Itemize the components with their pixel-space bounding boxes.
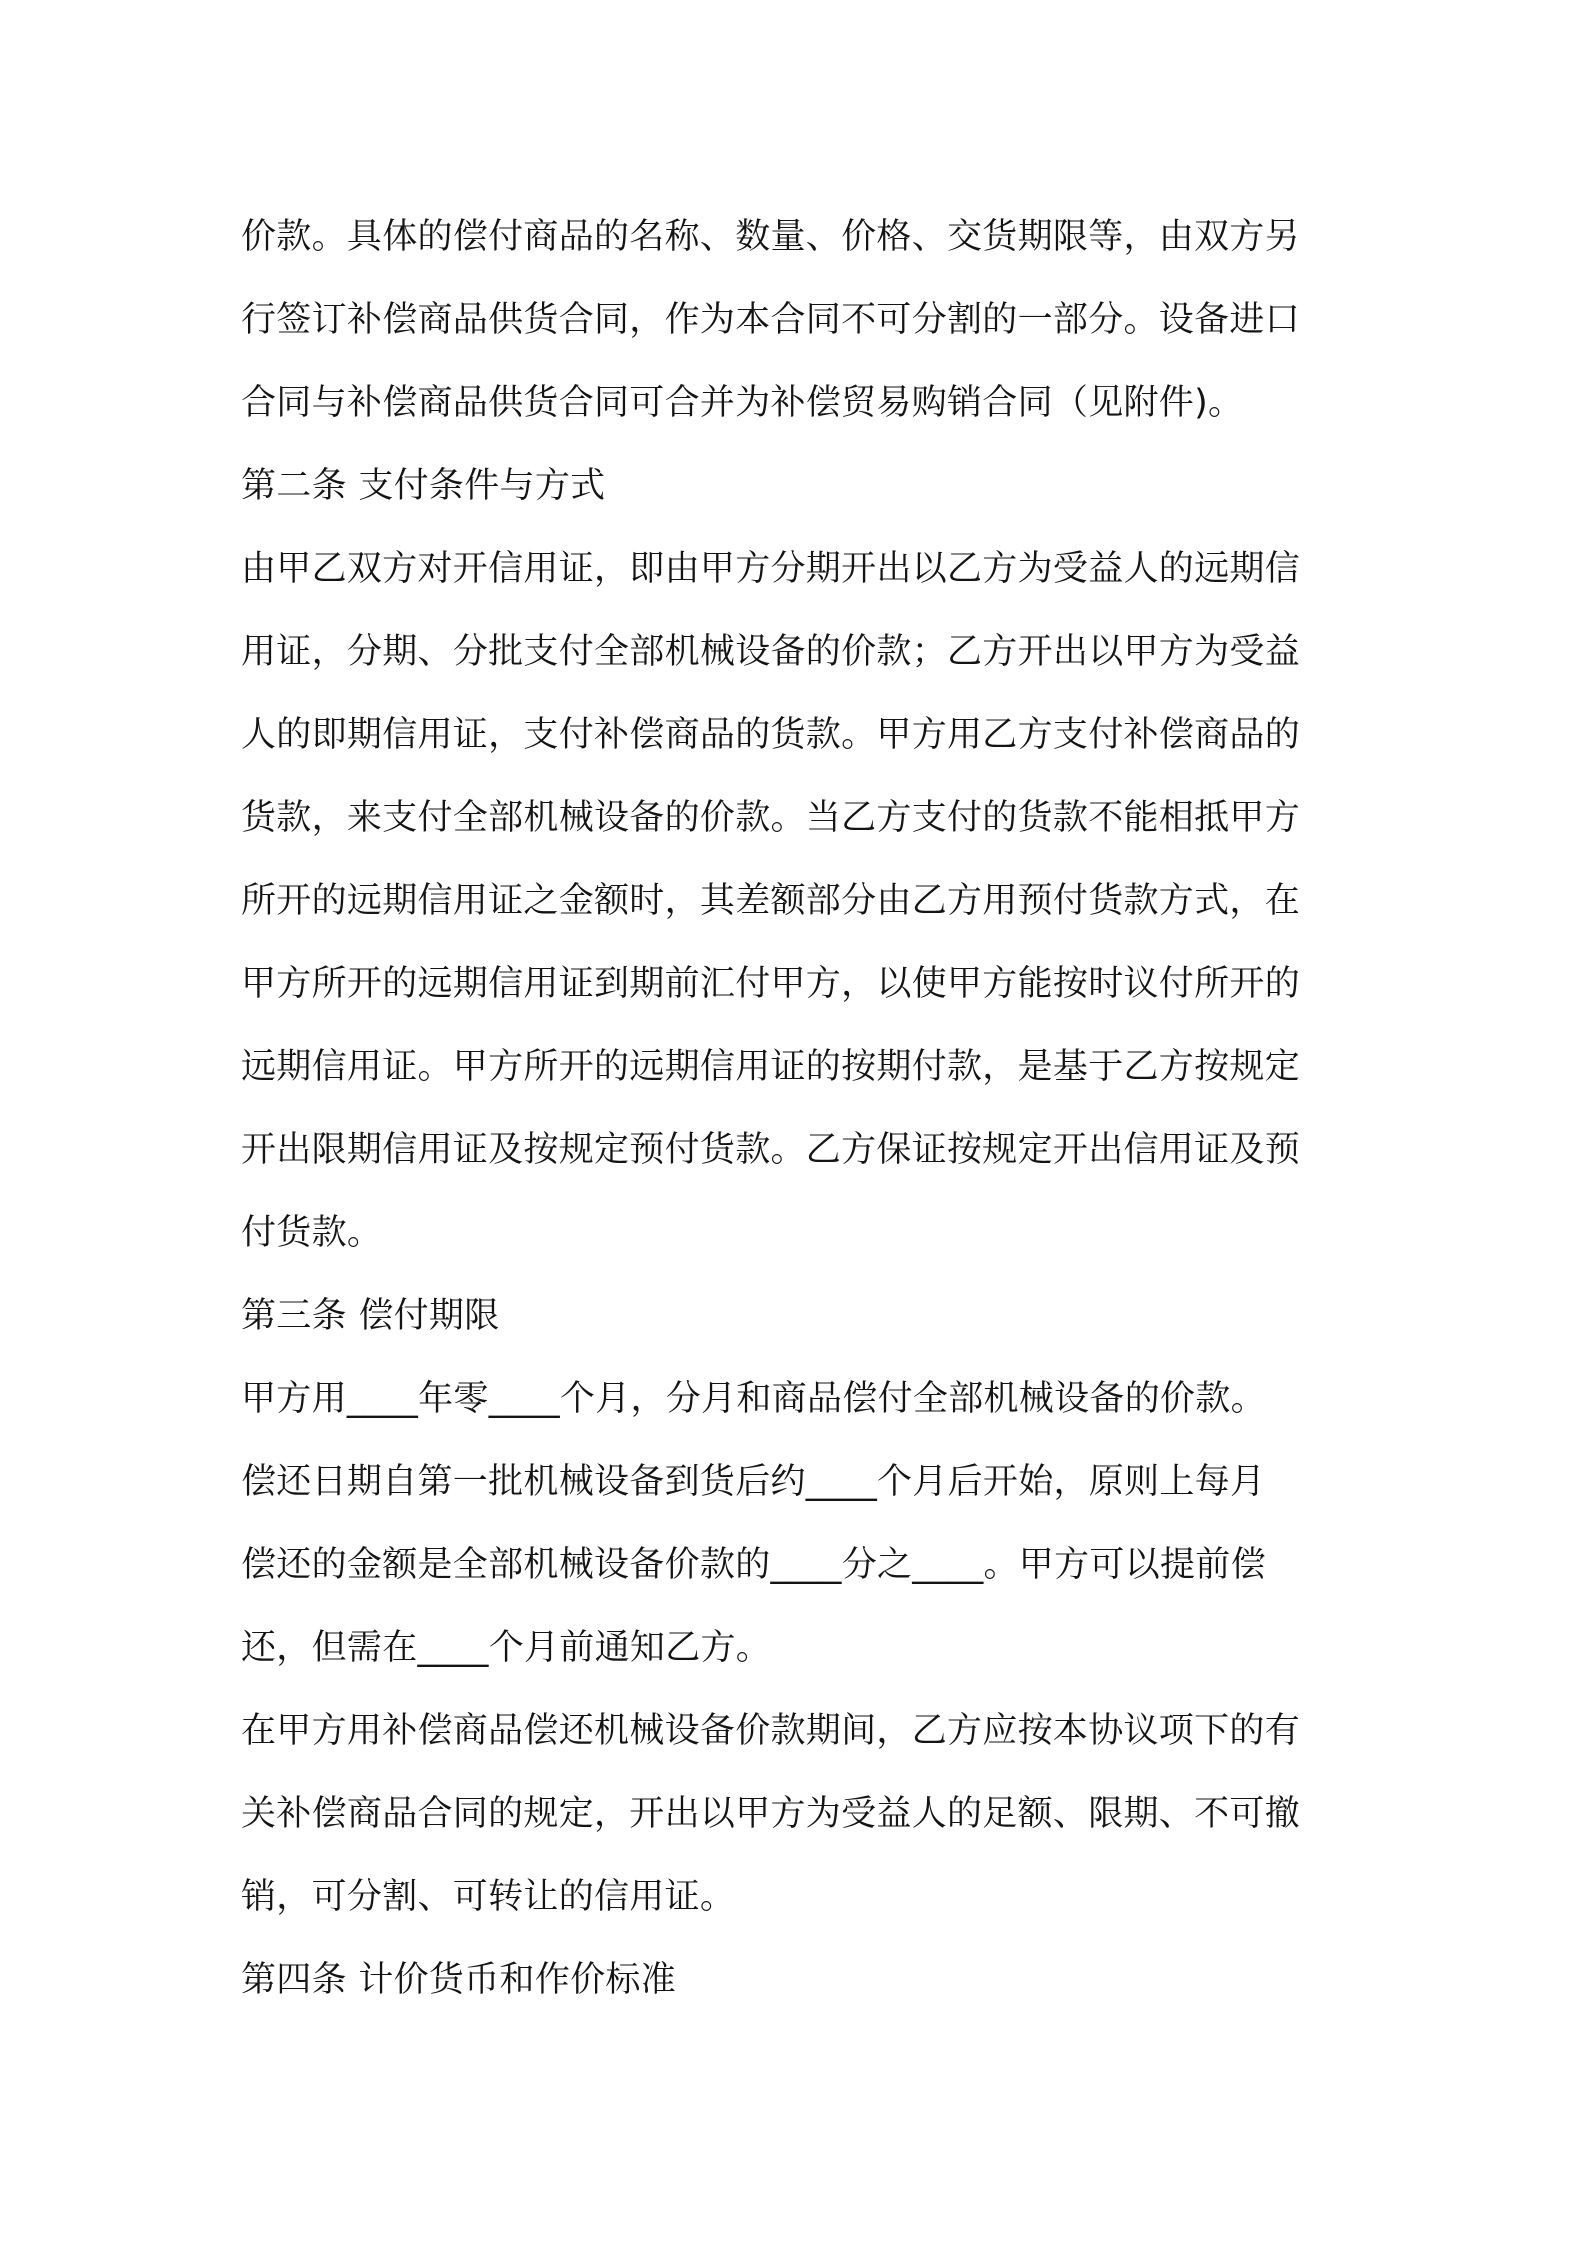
paragraph-line: 由甲乙双方对开信用证，即由甲方分期开出以乙方为受益人的远期信 [241,549,1301,589]
paragraph-line: 行签订补偿商品供货合同，作为本合同不可分割的一部分。设备进口 [241,300,1301,340]
paragraph-line: 甲方所开的远期信用证到期前汇付甲方，以使甲方能按时议付所开的 [241,964,1301,1004]
paragraph-line: 关补偿商品合同的规定，开出以甲方为受益人的足额、限期、不可撤 [241,1794,1301,1834]
paragraph-line: 开出限期信用证及按规定预付货款。乙方保证按规定开出信用证及预 [241,1130,1301,1170]
document-body [241,196,1356,2022]
paragraph-line: 偿还的金额是全部机械设备价款的____分之____。甲方可以提前偿 [241,1545,1266,1585]
paragraph-line: 在甲方用补偿商品偿还机械设备价款期间，乙方应按本协议项下的有 [241,1711,1301,1751]
paragraph-line: 价款。具体的偿付商品的名称、数量、价格、交货期限等，由双方另 [241,217,1301,257]
paragraph-line: 合同与补偿商品供货合同可合并为补偿贸易购销合同（见附件)。 [241,383,1244,423]
paragraph-line: 甲方用____年零____个月，分月和商品偿付全部机械设备的价款。 [241,1379,1266,1419]
paragraph-line: 付货款。 [241,1213,383,1253]
paragraph-line: 销，可分割、可转让的信用证。 [241,1877,736,1917]
paragraph-line: 所开的远期信用证之金额时，其差额部分由乙方用预付货款方式，在 [241,881,1301,921]
paragraph-line: 货款，来支付全部机械设备的价款。当乙方支付的货款不能相抵甲方 [241,798,1301,838]
paragraph-line: 用证，分期、分批支付全部机械设备的价款；乙方开出以甲方为受益 [241,632,1301,672]
paragraph-line: 远期信用证。甲方所开的远期信用证的按期付款，是基于乙方按规定 [241,1047,1301,1087]
section-heading: 第三条 偿付期限 [241,1296,500,1336]
paragraph-line: 人的即期信用证，支付补偿商品的货款。甲方用乙方支付补偿商品的 [241,715,1301,755]
section-heading: 第四条 计价货币和作价标准 [241,1960,677,2000]
section-heading: 第二条 支付条件与方式 [241,466,606,506]
paragraph-line: 还，但需在____个月前通知乙方。 [241,1628,772,1668]
paragraph-line: 偿还日期自第一批机械设备到货后约____个月后开始，原则上每月 [241,1462,1266,1502]
